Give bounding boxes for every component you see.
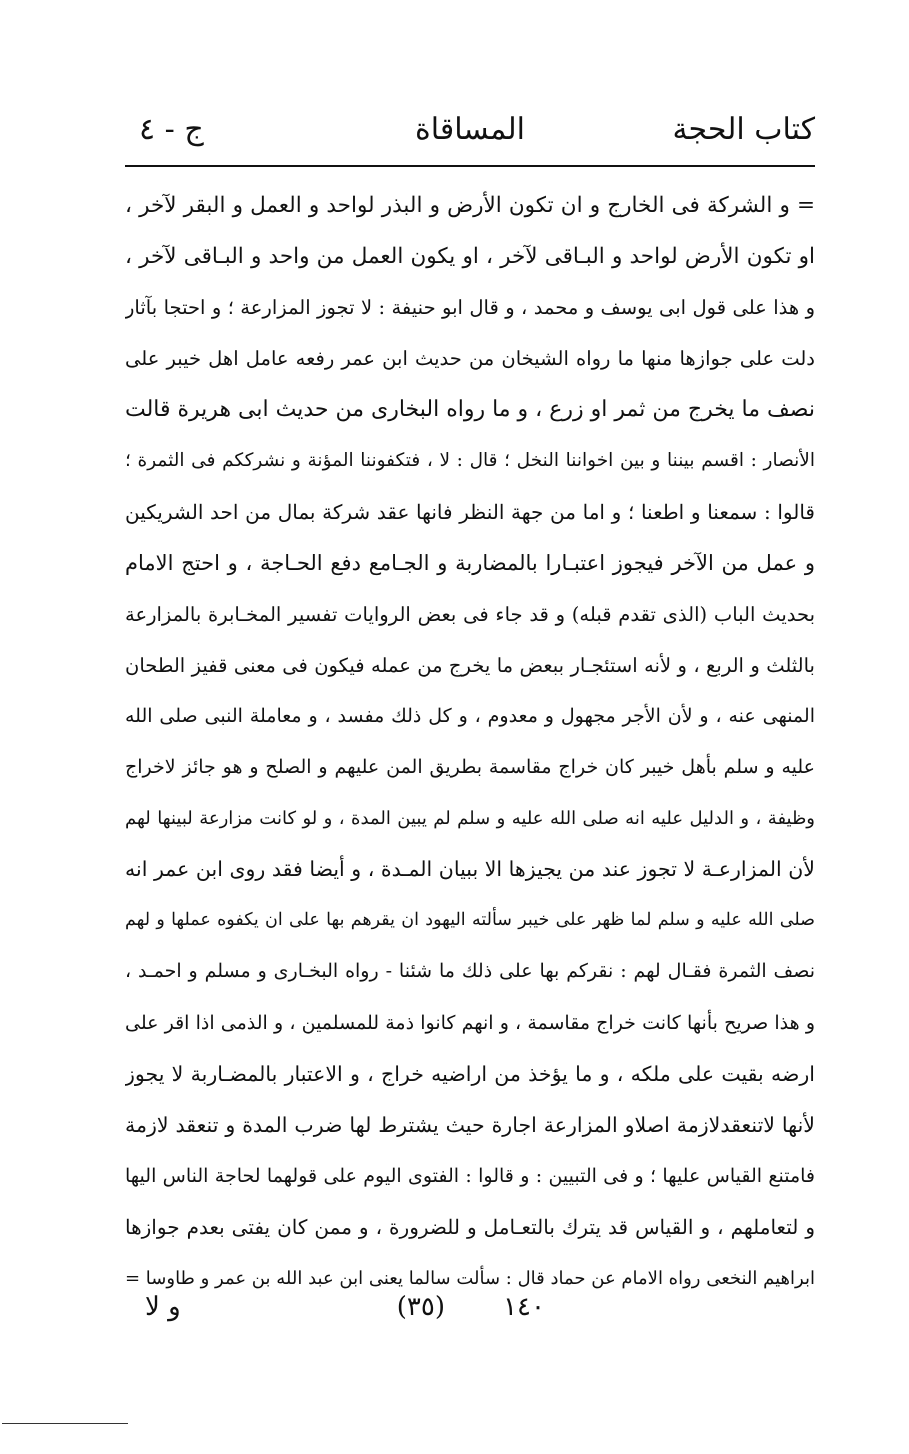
text-line: دلت على جوازها منها ما رواه الشيخان من حديث ابن عمر رفعه عامل اهل خيبر على (125, 347, 815, 371)
text-line: = و الشركة فى الخارج و ان تكون الأرض و البذر لواحد و العمل و البقر لآخر ، (125, 193, 815, 218)
running-header (125, 112, 815, 162)
text-line: ارضه بقيت على ملكه ، و ما يؤخذ من اراضيه خراج ، و الاعتبار بالمضـاربة لا يجوز (125, 1061, 815, 1086)
footnote-rule (2, 1423, 128, 1424)
volume-number: ج - ٤ (139, 112, 204, 147)
text-line: او تكون الأرض لواحد و البـاقى لآخر ، او يكون العمل من واحد و البـاقى لآخر ، (125, 244, 815, 270)
text-line: نصف الثمرة فقـال لهم : نقركم بها على ذلك ما شئنا - رواه البخـارى و مسلم و احمـد ، (125, 960, 815, 983)
text-line: صلى الله عليه و سلم لما ظهر على خيبر سألته اليهود ان يقرهم بها على ان يكفوه عملها و لهم (125, 910, 815, 931)
signature-mark: (٣٥) (396, 1292, 445, 1322)
text-line: و لتعاملهم ، و القياس قد يترك بالتعـامل و للضرورة ، و ممن كان يفتى بعدم جوازها (125, 1214, 815, 1239)
text-line: بحديث الباب (الذى تقدم قبله) و قد جاء فى بعض الروايات تفسير المخـابرة بالمزارعة (125, 602, 815, 626)
header-divider (125, 165, 815, 167)
catchword: و لا (145, 1292, 181, 1322)
text-line: عليه و سلم بأهل خيبر كان خراج مقاسمة بطريق المن عليهم و الصلح و هو جائز لاخراج (125, 756, 815, 779)
text-line: ابراهيم النخعى رواه الامام عن حماد قال : سألت سالما يعنى ابن عبد الله بن عمر و طاوسا = (125, 1267, 815, 1289)
text-line: قالوا : سمعنا و اطعنا ؛ و اما من جهة النظر فانها عقد شركة بمال من احد الشريكين (125, 499, 815, 524)
text-line: لأنها لاتنعقدلازمة اصلاو المزارعة اجارة حيث يشترط لها ضرب المدة و تنعقد لازمة (125, 1112, 815, 1137)
text-line: و هذا صريح بأنها كانت خراج مقاسمة ، و انهم كانوا ذمة للمسلمين ، و الذمى اذا اقر على (125, 1011, 815, 1034)
chapter-title: المساقاة (415, 112, 525, 147)
text-line: و عمل من الآخر فيجوز اعتبـارا بالمضاربة و الجـامع دفع الحـاجة ، و احتج الامام (125, 550, 815, 575)
text-line: فامتنع القياس عليها ؛ و فى التبيين : و قالوا : الفتوى اليوم على قولهما لحاجة الناس اليها (125, 1164, 815, 1187)
text-line: بالثلث و الربع ، و لأنه استئجـار ببعض ما يخرج من عمله فيكون فى معنى قفيز الطحان (125, 653, 815, 677)
body-text (125, 180, 815, 1304)
text-line: نصف ما يخرج من ثمر او زرع ، و ما رواه البخارى من حديث ابى هريرة قالت (125, 397, 815, 423)
text-line: الأنصار : اقسم بيننا و بين اخواننا النخل ؛ قال : لا ، فتكفوننا المؤنة و نشرككم فى الثمرة ؛ (125, 450, 815, 472)
book-title: كتاب الحجة (672, 112, 815, 147)
text-line: لأن المزارعـة لا تجوز عند من يجيزها الا ببيان المـدة ، و أيضا فقد روى ابن عمر انه (125, 857, 815, 882)
page-footer (125, 1292, 815, 1332)
page-number: ١٤٠ (503, 1292, 545, 1322)
text-line: وظيفة ، و الدليل عليه انه صلى الله عليه و سلم لم يبين المدة ، و لو كانت مزارعة لبينها لهم (125, 808, 815, 830)
text-line: المنهى عنه ، و لأن الأجر مجهول و معدوم ، و كل ذلك مفسد ، و معاملة النبى صلى الله (125, 704, 815, 727)
text-line: و هذا على قول ابى يوسف و محمد ، و قال ابو حنيفة : لا تجوز المزارعة ؛ و احتجا بآثار (125, 296, 815, 320)
